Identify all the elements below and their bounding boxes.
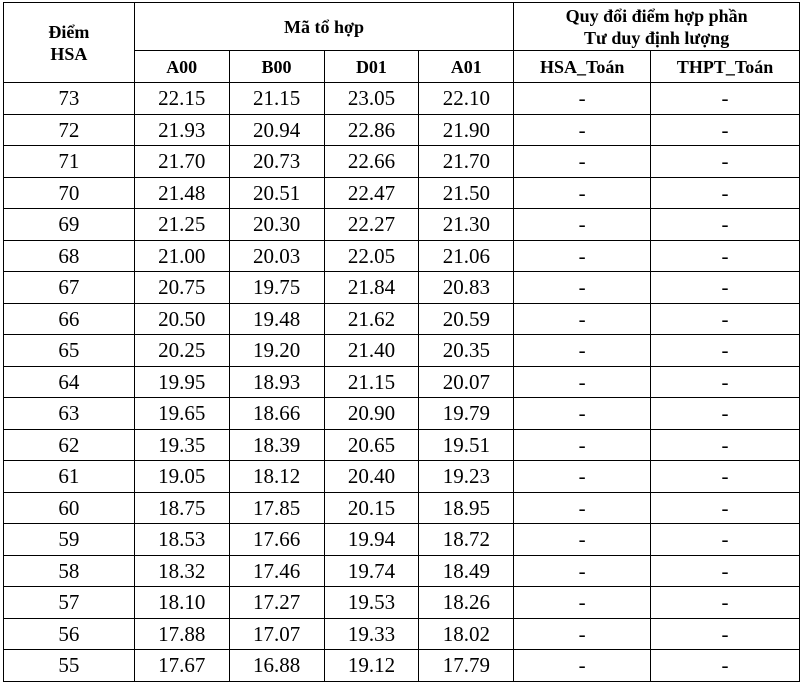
table-row (4, 209, 800, 241)
d01-cell: 20.15 (324, 492, 419, 524)
table-row (4, 146, 800, 178)
a01-cell: 21.50 (419, 177, 514, 209)
b00-cell: 20.03 (229, 240, 324, 272)
hsa-score-header-line1: Điểm (48, 21, 90, 42)
a01-cell: 20.35 (419, 335, 514, 367)
a00-cell: 21.70 (134, 146, 229, 178)
hsa-toan-cell: - (514, 83, 651, 115)
a01-cell: 19.79 (419, 398, 514, 430)
a00-cell: 18.75 (134, 492, 229, 524)
convert-header-line2: Tư duy định lượng (584, 27, 730, 48)
d01-cell: 22.05 (324, 240, 419, 272)
d01-cell: 21.62 (324, 303, 419, 335)
b00-cell: 17.27 (229, 587, 324, 619)
d01-cell: 22.66 (324, 146, 419, 178)
thpt-toan-cell: - (651, 398, 800, 430)
thpt-toan-cell: - (651, 366, 800, 398)
d01-cell: 21.84 (324, 272, 419, 304)
b00-cell: 20.94 (229, 114, 324, 146)
thpt-toan-cell: - (651, 492, 800, 524)
a01-cell: 21.70 (419, 146, 514, 178)
hsa-score-header-line2: HSA (50, 43, 88, 64)
table-row (4, 398, 800, 430)
a00-cell: 19.65 (134, 398, 229, 430)
thpt-toan-cell: - (651, 114, 800, 146)
thpt-toan-cell: - (651, 272, 800, 304)
a00-cell: 17.67 (134, 650, 229, 682)
thpt-toan-cell: - (651, 524, 800, 556)
hsa-score-cell: 62 (4, 429, 135, 461)
hsa-toan-cell: - (514, 335, 651, 367)
table-row (4, 335, 800, 367)
a01-cell: 21.06 (419, 240, 514, 272)
hsa-score-cell: 64 (4, 366, 135, 398)
a00-cell: 20.25 (134, 335, 229, 367)
d01-cell: 19.33 (324, 618, 419, 650)
a00-cell: 18.32 (134, 555, 229, 587)
hsa-score-cell: 72 (4, 114, 135, 146)
b00-cell: 20.73 (229, 146, 324, 178)
hsa-score-cell: 55 (4, 650, 135, 682)
table-row (4, 303, 800, 335)
d01-cell: 19.12 (324, 650, 419, 682)
hsa-toan-cell: - (514, 618, 651, 650)
d01-cell: 22.47 (324, 177, 419, 209)
d01-cell: 19.74 (324, 555, 419, 587)
b00-cell: 18.93 (229, 366, 324, 398)
d01-cell: 20.40 (324, 461, 419, 493)
a01-cell: 17.79 (419, 650, 514, 682)
table-row (4, 524, 800, 556)
a01-cell: 20.83 (419, 272, 514, 304)
d01-cell: 19.94 (324, 524, 419, 556)
hsa-score-cell: 60 (4, 492, 135, 524)
hsa-toan-cell: - (514, 587, 651, 619)
d01-cell: 22.27 (324, 209, 419, 241)
combo-header-a00: A00 (134, 51, 229, 83)
a01-cell: 22.10 (419, 83, 514, 115)
hsa-toan-cell: - (514, 461, 651, 493)
b00-cell: 17.66 (229, 524, 324, 556)
hsa-toan-cell: - (514, 146, 651, 178)
a00-cell: 21.93 (134, 114, 229, 146)
a00-cell: 17.88 (134, 618, 229, 650)
hsa-score-header (4, 3, 135, 83)
hsa-score-cell: 71 (4, 146, 135, 178)
thpt-toan-cell: - (651, 650, 800, 682)
d01-cell: 20.65 (324, 429, 419, 461)
thpt-toan-cell: - (651, 177, 800, 209)
a01-cell: 18.95 (419, 492, 514, 524)
table-row (4, 177, 800, 209)
a01-cell: 21.90 (419, 114, 514, 146)
hsa-score-cell: 61 (4, 461, 135, 493)
hsa-toan-cell: - (514, 492, 651, 524)
a00-cell: 22.15 (134, 83, 229, 115)
b00-cell: 17.46 (229, 555, 324, 587)
a01-cell: 18.72 (419, 524, 514, 556)
a00-cell: 20.50 (134, 303, 229, 335)
b00-cell: 18.66 (229, 398, 324, 430)
hsa-toan-cell: - (514, 429, 651, 461)
b00-cell: 20.30 (229, 209, 324, 241)
table-row (4, 492, 800, 524)
table-row (4, 587, 800, 619)
combo-group-header: Mã tổ hợp (134, 3, 514, 51)
b00-cell: 21.15 (229, 83, 324, 115)
a00-cell: 21.48 (134, 177, 229, 209)
a01-cell: 18.02 (419, 618, 514, 650)
thpt-toan-cell: - (651, 303, 800, 335)
a00-cell: 20.75 (134, 272, 229, 304)
hsa-toan-cell: - (514, 524, 651, 556)
table-body (4, 83, 800, 682)
hsa-toan-cell: - (514, 303, 651, 335)
combo-header-a01: A01 (419, 51, 514, 83)
hsa-toan-cell: - (514, 398, 651, 430)
a00-cell: 18.10 (134, 587, 229, 619)
a01-cell: 18.26 (419, 587, 514, 619)
hsa-score-cell: 69 (4, 209, 135, 241)
b00-cell: 16.88 (229, 650, 324, 682)
thpt-toan-cell: - (651, 146, 800, 178)
hsa-toan-cell: - (514, 177, 651, 209)
thpt-toan-cell: - (651, 461, 800, 493)
d01-cell: 23.05 (324, 83, 419, 115)
thpt-toan-cell: - (651, 240, 800, 272)
hsa-score-cell: 70 (4, 177, 135, 209)
thpt-toan-cell: - (651, 618, 800, 650)
hsa-score-cell: 59 (4, 524, 135, 556)
hsa-toan-cell: - (514, 366, 651, 398)
thpt-toan-cell: - (651, 83, 800, 115)
b00-cell: 17.85 (229, 492, 324, 524)
table-row (4, 114, 800, 146)
d01-cell: 19.53 (324, 587, 419, 619)
a01-cell: 19.23 (419, 461, 514, 493)
a01-cell: 18.49 (419, 555, 514, 587)
table-row (4, 650, 800, 682)
score-conversion-table (3, 2, 800, 682)
a01-cell: 19.51 (419, 429, 514, 461)
a01-cell: 20.59 (419, 303, 514, 335)
a00-cell: 19.05 (134, 461, 229, 493)
hsa-score-cell: 58 (4, 555, 135, 587)
table-row (4, 555, 800, 587)
thpt-toan-cell: - (651, 429, 800, 461)
hsa-toan-cell: - (514, 650, 651, 682)
b00-cell: 18.12 (229, 461, 324, 493)
thpt-toan-cell: - (651, 335, 800, 367)
convert-group-header (514, 3, 800, 51)
hsa-score-cell: 56 (4, 618, 135, 650)
table-row (4, 366, 800, 398)
hsa-toan-cell: - (514, 240, 651, 272)
thpt-toan-cell: - (651, 555, 800, 587)
hsa-score-cell: 63 (4, 398, 135, 430)
table-row (4, 272, 800, 304)
hsa-score-cell: 57 (4, 587, 135, 619)
thpt-toan-cell: - (651, 587, 800, 619)
a00-cell: 19.35 (134, 429, 229, 461)
convert-header-thpt-toan: THPT_Toán (651, 51, 800, 83)
table-row (4, 240, 800, 272)
hsa-score-cell: 73 (4, 83, 135, 115)
hsa-toan-cell: - (514, 209, 651, 241)
d01-cell: 21.40 (324, 335, 419, 367)
b00-cell: 19.20 (229, 335, 324, 367)
thpt-toan-cell: - (651, 209, 800, 241)
b00-cell: 17.07 (229, 618, 324, 650)
a00-cell: 21.00 (134, 240, 229, 272)
d01-cell: 21.15 (324, 366, 419, 398)
table-row (4, 83, 800, 115)
combo-header-b00: B00 (229, 51, 324, 83)
a01-cell: 20.07 (419, 366, 514, 398)
a00-cell: 21.25 (134, 209, 229, 241)
b00-cell: 18.39 (229, 429, 324, 461)
hsa-score-cell: 67 (4, 272, 135, 304)
table-row (4, 429, 800, 461)
table-row (4, 618, 800, 650)
convert-header-line1: Quy đổi điểm hợp phần (565, 5, 748, 26)
combo-header-d01: D01 (324, 51, 419, 83)
a00-cell: 18.53 (134, 524, 229, 556)
convert-header-hsa-toan: HSA_Toán (514, 51, 651, 83)
hsa-toan-cell: - (514, 272, 651, 304)
header-row-1 (4, 3, 800, 51)
a00-cell: 19.95 (134, 366, 229, 398)
d01-cell: 20.90 (324, 398, 419, 430)
a01-cell: 21.30 (419, 209, 514, 241)
hsa-toan-cell: - (514, 555, 651, 587)
b00-cell: 19.75 (229, 272, 324, 304)
d01-cell: 22.86 (324, 114, 419, 146)
hsa-score-cell: 66 (4, 303, 135, 335)
b00-cell: 20.51 (229, 177, 324, 209)
hsa-score-cell: 65 (4, 335, 135, 367)
hsa-toan-cell: - (514, 114, 651, 146)
table-row (4, 461, 800, 493)
hsa-score-cell: 68 (4, 240, 135, 272)
b00-cell: 19.48 (229, 303, 324, 335)
